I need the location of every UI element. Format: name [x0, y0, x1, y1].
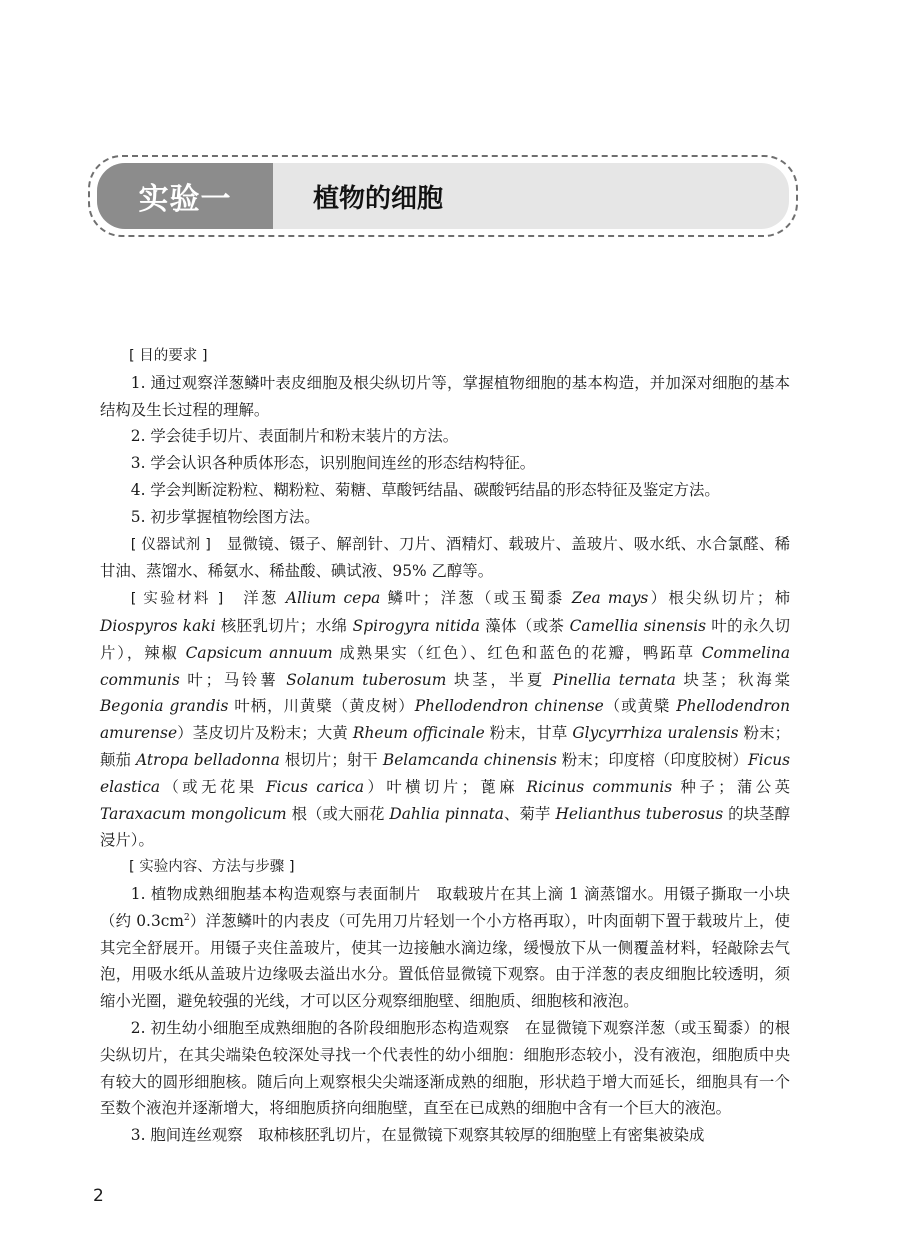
page-number: 2	[93, 1186, 104, 1206]
section-heading-procedure: [ 实验内容、方法与步骤 ]	[129, 859, 295, 876]
objective-item: 5. 初步掌握植物绘图方法。	[130, 507, 320, 526]
species-name: Capsicum annuum	[185, 643, 333, 662]
procedure-step-2: 2. 初生幼小细胞至成熟细胞的各阶段细胞形态构造观察 在显微镜下观察洋葱（或玉蜀黍）的根尖纵切片，在其尖端染色较深处寻找一个代表性的幼小细胞：细胞形态较小，没有液泡，细胞质中央有较大的圆形细胞核。随后向上观察根尖尖端逐渐成熟的细胞，形状趋于增大而延长，细胞具有一个至数个液泡并逐渐增大，将细胞质挤向细胞壁，直至在已成熟的细胞中含有一个巨大的液泡。	[100, 1018, 790, 1118]
species-name: Solanum tuberosum	[286, 670, 447, 689]
chapter-header	[97, 163, 789, 229]
objective-item: 3. 学会认识各种质体形态，识别胞间连丝的形态结构特征。	[130, 454, 536, 473]
species-name: Phellodendron amurense	[100, 697, 790, 743]
instruments-paragraph	[100, 531, 790, 586]
instruments-text: 显微镜、镊子、解剖针、刀片、酒精灯、载玻片、盖玻片、吸水纸、水合氯醛、稀甘油、蒸馏水、稀氨水、稀盐酸、碘试液、95% 乙醇等。	[100, 534, 790, 581]
species-name: Pinellia ternata	[552, 670, 676, 689]
species-name: Begonia grandis	[100, 697, 229, 716]
procedure-step-1: 1. 植物成熟细胞基本构造观察与表面制片 取载玻片在其上滴 1 滴蒸馏水。用镊子撕取一小块（约 $0.3cm^2$）洋葱鳞叶的内表皮（可先用刀片轻划一个小方格再取），叶肉面朝下置于载玻片上，使其完全舒展开。用镊子夹住盖玻片，使其一边接触水滴边缘，缓慢放下从一侧覆盖材料，轻敲除去气泡，用吸水纸从盖玻片边缘吸去溢出水分。置低倍显微镜下观察。由于洋葱的表皮细胞比较透明，须缩小光圈，避免较强的光线，才可以区分观察细胞壁、细胞质、细胞核和液泡。	[100, 884, 790, 1011]
species-name: Camellia sinensis	[569, 616, 707, 635]
species-name: Diospyros kaki	[100, 616, 216, 635]
objective-item: 4. 学会判断淀粉粒、糊粉粒、菊糖、草酸钙结晶、碳酸钙结晶的形态特征及鉴定方法。	[130, 480, 720, 499]
species-name: Rheum officinale	[352, 724, 485, 743]
section-heading-objectives: [ 目的要求 ]	[129, 348, 208, 364]
species-name: Commelina communis	[100, 643, 790, 689]
species-name: Glycyrrhiza uralensis	[572, 724, 739, 743]
species-name: Ficus carica	[265, 777, 365, 796]
species-name: Taraxacum mongolicum	[100, 804, 287, 823]
species-name: Spirogyra nitida	[352, 616, 480, 635]
species-name: Dahlia pinnata	[389, 804, 504, 823]
species-name: Zea mays	[571, 589, 649, 608]
species-name: Helianthus tuberosus	[555, 804, 724, 823]
procedure-step-3: 3. 胞间连丝观察 取柿核胚乳切片，在显微镜下观察其较厚的细胞壁上有密集被染成	[130, 1126, 705, 1145]
chapter-number: 实验一	[97, 163, 273, 229]
section-heading-materials: [ 实验材料 ]	[130, 591, 224, 608]
species-name: Ricinus communis	[526, 777, 673, 796]
species-name: Ficus elastica	[100, 750, 790, 796]
chapter-title: 植物的细胞	[313, 183, 444, 214]
objective-item: 2. 学会徒手切片、表面制片和粉末装片的方法。	[130, 427, 459, 446]
species-name: Atropa belladonna	[136, 750, 280, 769]
species-name: Allium cepa	[285, 589, 381, 608]
document-body	[100, 343, 790, 1149]
materials-paragraph: [ 实验材料 ] 洋葱 Allium cepa 鳞叶；洋葱（或玉蜀黍 Zea mays）根尖纵切片；柿 Diospyros kaki 核胚乳切片；水绵 Spirogyra nitida 藻体（或茶 Camellia sinensis 叶的永久切片），辣椒 Capsicum annuum 成熟果实（红色）、红色和蓝色的花瓣，鸭跖草 Commelina communis 叶；马铃薯 Solanum tuberosum 块茎，半夏 Pinellia ternata 块茎；秋海棠 Begonia grandis 叶柄，川黄檗（黄皮树）Phellodendron chinense（或黄檗 Phellodendron amurense）茎皮切片及粉末；大黄 Rheum officinale 粉末，甘草 Glycyrrhiza uralensis 粉末；颠茄 Atropa belladonna 根切片；射干 Belamcanda chinensis 粉末；印度榕（印度胶树）Ficus elastica（或无花果 Ficus carica）叶横切片；蓖麻 Ricinus communis 种子；蒲公英 Taraxacum mongolicum 根（或大丽花 Dahlia pinnata、菊芋 Helianthus tuberosus 的块茎醇浸片）。	[100, 589, 790, 850]
objective-item: 1. 通过观察洋葱鳞叶表皮细胞及根尖纵切片等，掌握植物细胞的基本构造，并加深对细胞的基本结构及生长过程的理解。	[100, 373, 790, 419]
species-name: Belamcanda chinensis	[382, 750, 557, 769]
section-heading-instruments: [ 仪器试剂 ]	[130, 536, 211, 553]
species-name: Phellodendron chinense	[414, 697, 604, 716]
